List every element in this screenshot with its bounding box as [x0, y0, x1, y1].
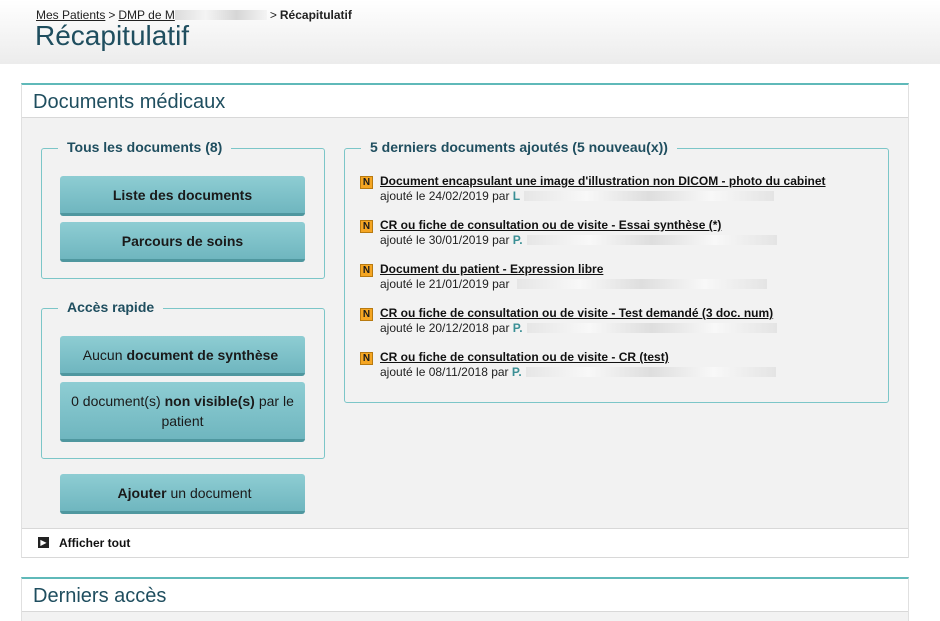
hidden-documents-text [70, 391, 295, 431]
document-author: L [512, 189, 521, 203]
redacted-text [524, 191, 774, 201]
synthesis-document-button[interactable] [60, 336, 305, 376]
document-meta [380, 233, 777, 247]
breadcrumb-current: Récapitulatif [279, 8, 352, 22]
add-document-button[interactable] [60, 474, 305, 514]
recent-access-panel-header [22, 579, 908, 612]
recent-access-panel-title: Derniers accès [33, 585, 167, 607]
redacted-text [526, 367, 776, 377]
breadcrumb-patient-dmp-label: DMP de M [118, 8, 175, 22]
new-badge-icon: N [360, 220, 373, 233]
document-added: ajouté le 20/12/2018 par [380, 321, 510, 335]
document-author: P. [512, 321, 523, 335]
redacted-text [517, 279, 767, 289]
breadcrumb-my-patients-link[interactable]: Mes Patients [36, 8, 106, 22]
synthesis-bold-label: document de synthèse [126, 346, 279, 363]
documents-panel-title: Documents médicaux [33, 91, 226, 113]
new-badge-icon: N [360, 352, 373, 365]
document-author: P. [512, 233, 523, 247]
recent-documents-legend: 5 derniers documents ajoutés (5 nouveau(x)) [361, 139, 677, 155]
document-added: ajouté le 21/01/2019 par [380, 277, 510, 291]
redacted-text [527, 235, 777, 245]
synthesis-pre-label: Aucun [82, 346, 123, 363]
document-link[interactable]: CR ou fiche de consultation ou de visite - CR (test) [380, 350, 669, 364]
hidden-documents-button[interactable] [60, 382, 305, 442]
document-link[interactable]: Document du patient - Expression libre [380, 262, 604, 276]
document-added: ajouté le 24/02/2019 par [380, 189, 510, 203]
document-link[interactable]: CR ou fiche de consultation ou de visite - Test demandé (3 doc. num) [380, 306, 774, 320]
quick-access-box [41, 299, 325, 459]
documents-panel-header [22, 85, 908, 118]
redacted-text [527, 323, 777, 333]
redacted-text [175, 10, 267, 20]
new-badge-icon: N [360, 308, 373, 321]
care-path-button[interactable]: Parcours de soins [60, 222, 305, 262]
document-meta [380, 365, 776, 379]
hidden-post-label: par le patient [161, 392, 294, 429]
breadcrumb-separator: > [108, 8, 116, 22]
recent-documents-box [344, 139, 889, 403]
documents-panel [21, 83, 909, 558]
hidden-bold-label: non visible(s) [164, 392, 255, 409]
new-badge-icon: N [360, 176, 373, 189]
document-list-button[interactable]: Liste des documents [60, 176, 305, 216]
hidden-pre-label: 0 document(s) [71, 392, 161, 409]
page-header [0, 0, 940, 64]
recent-access-panel [21, 577, 909, 621]
page-title: Récapitulatif [35, 20, 190, 51]
document-added: ajouté le 30/01/2019 par [380, 233, 510, 247]
show-all-link[interactable]: Afficher tout [59, 536, 131, 550]
add-bold-label: Ajouter [117, 484, 167, 501]
document-meta [380, 189, 774, 203]
document-meta [380, 321, 777, 335]
document-link[interactable]: Document encapsulant une image d'illustration non DICOM - photo du cabinet [380, 174, 826, 188]
new-badge-icon: N [360, 264, 373, 277]
quick-access-legend: Accès rapide [58, 299, 163, 315]
expand-icon[interactable]: ▶ [38, 537, 49, 548]
document-added: ajouté le 08/11/2018 par [380, 365, 509, 379]
breadcrumb-separator: > [269, 8, 277, 22]
all-documents-box [41, 139, 325, 279]
document-meta [380, 277, 767, 291]
show-all-row[interactable] [22, 528, 908, 558]
document-author: P. [511, 365, 522, 379]
document-link[interactable]: CR ou fiche de consultation ou de visite - Essai synthèse (*) [380, 218, 722, 232]
all-documents-legend: Tous les documents (8) [58, 139, 231, 155]
add-post-label: un document [170, 484, 252, 501]
